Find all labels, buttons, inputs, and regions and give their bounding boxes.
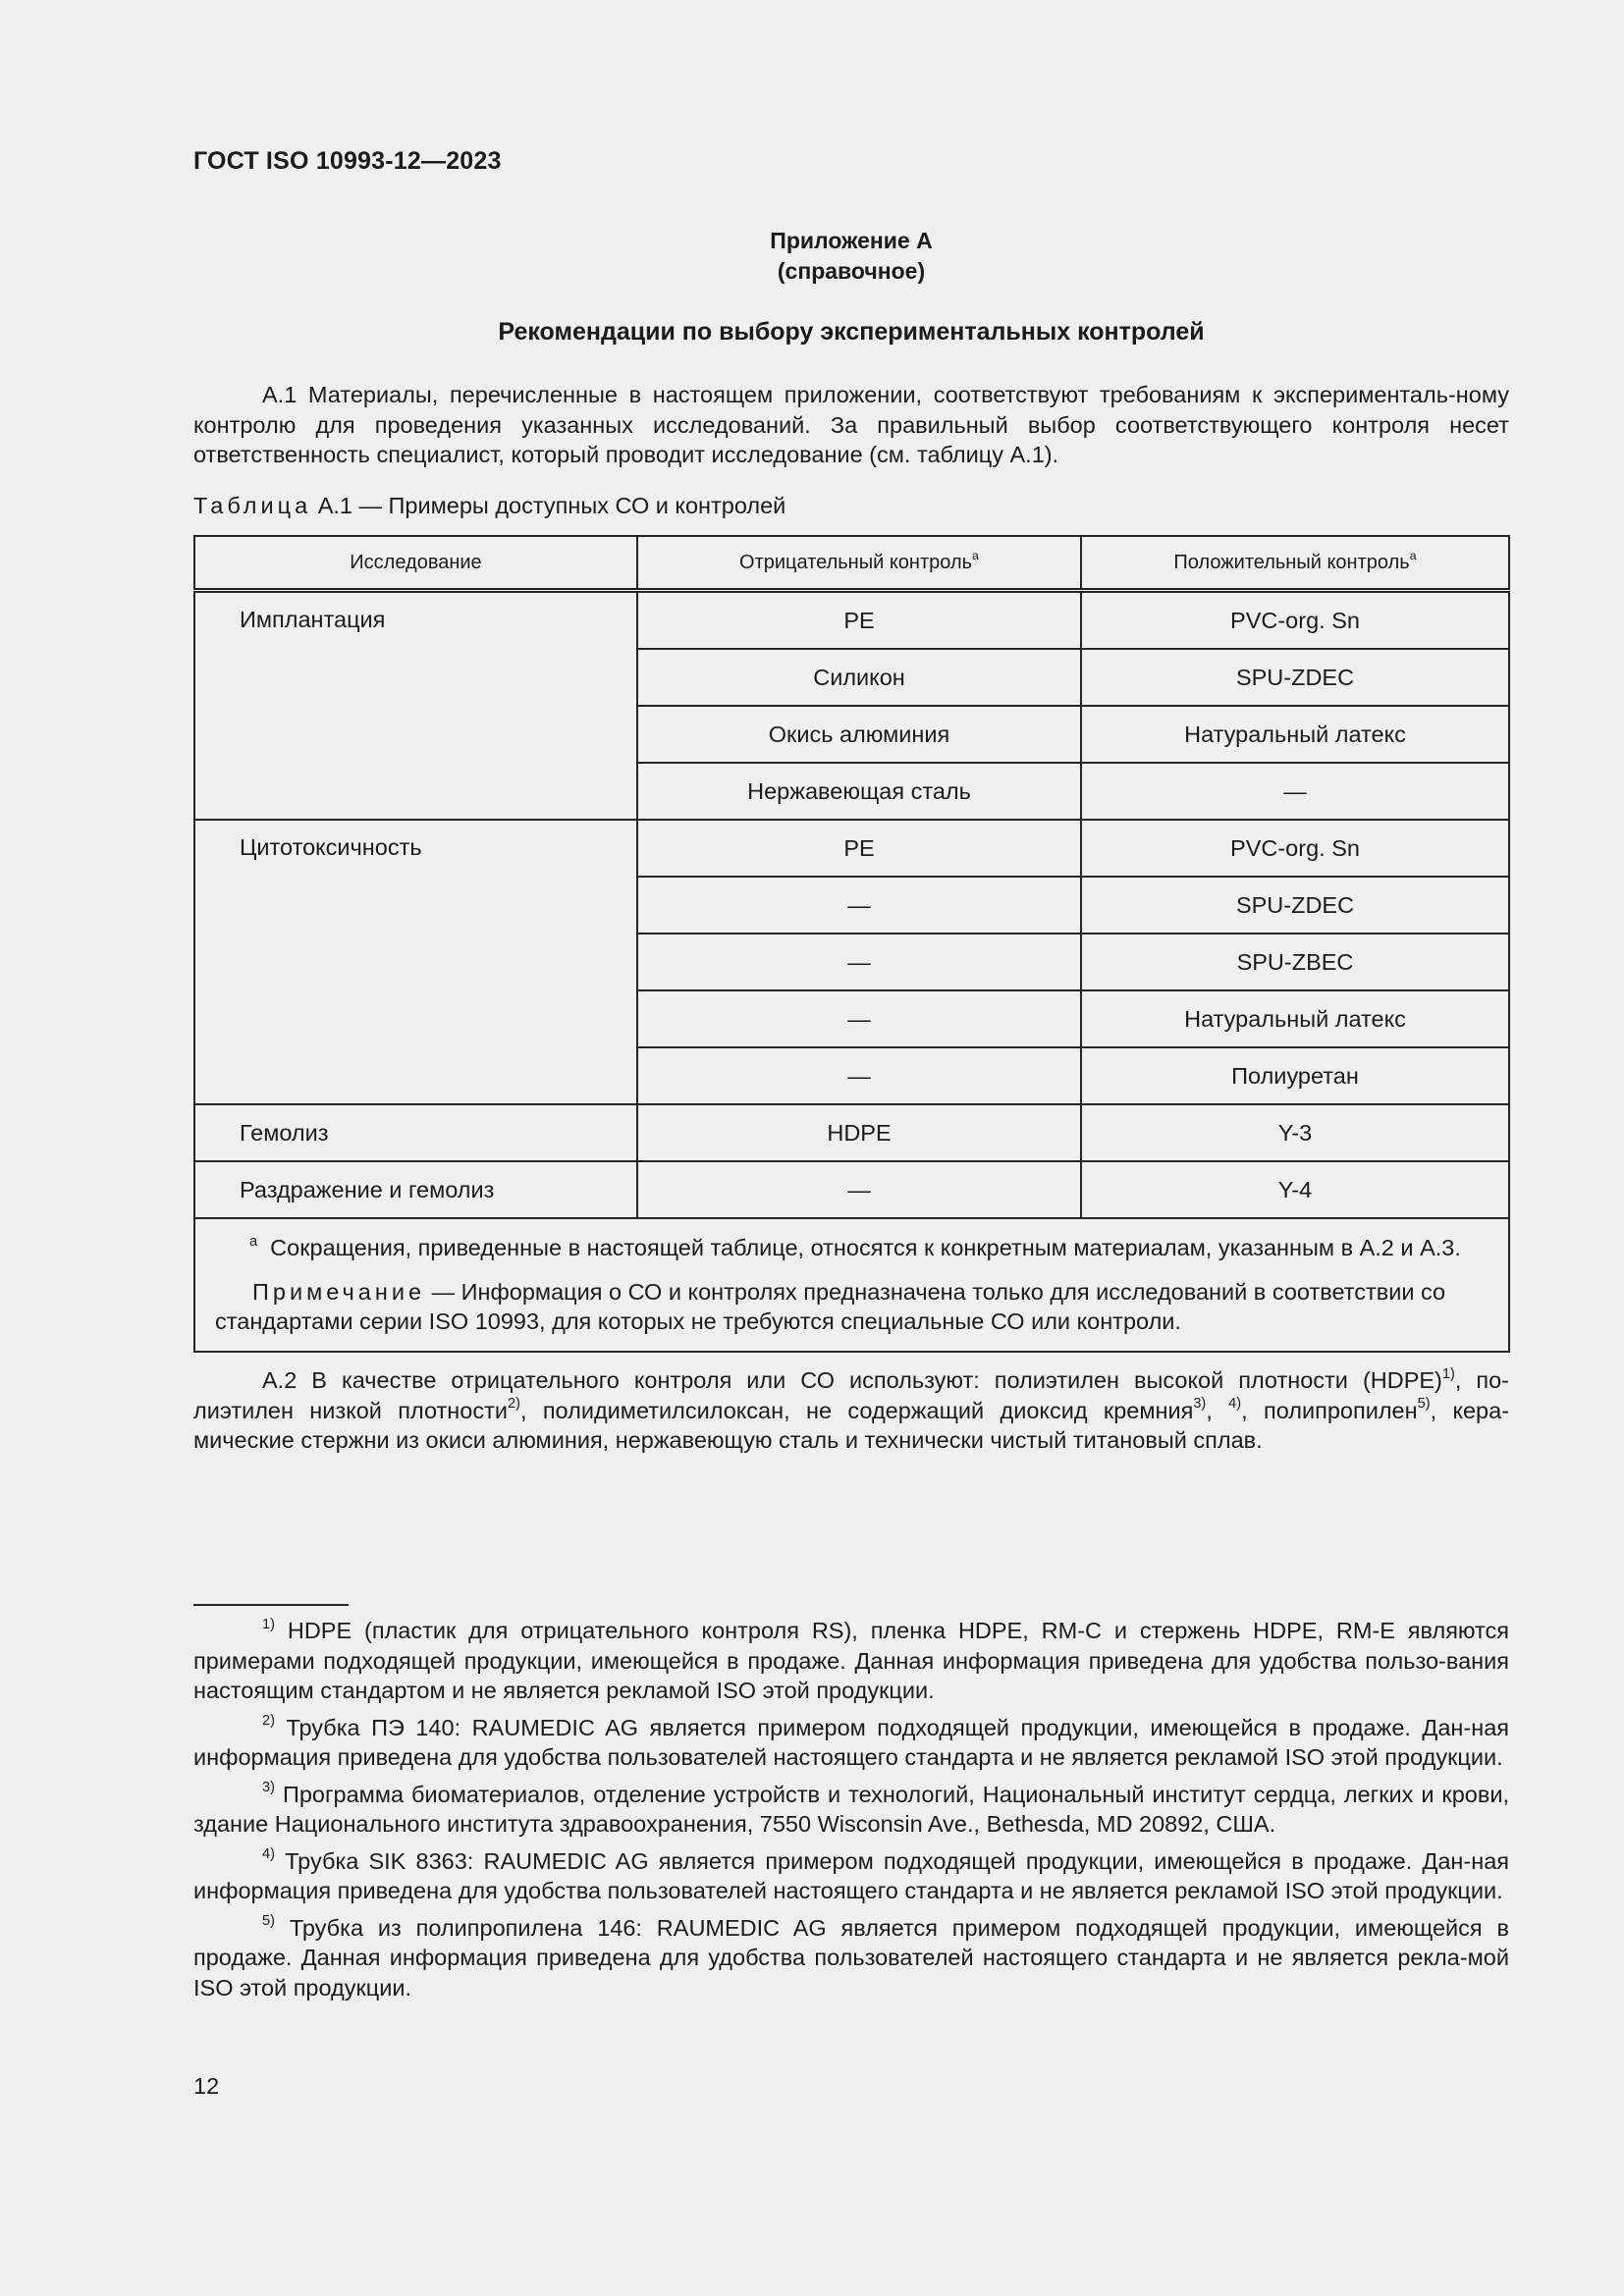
- annex-label: Приложение А: [770, 228, 933, 253]
- negative-cell: PE: [637, 591, 1081, 650]
- table-footer: [194, 1218, 1509, 1352]
- footnotes: [193, 1616, 1509, 2009]
- study-implantation: Имплантация: [194, 591, 637, 821]
- footnote-ref: 5): [1417, 1396, 1431, 1413]
- footnote-ref: 1): [1441, 1365, 1455, 1382]
- footnote-1: $^{1)}$ HDPE (пластик для отрицательного контроля RS), пленка HDPE, RM-C и стержень HDPE, RM-E являются примерами подходящей продукции, имеющейся в продаже. Данная информация приведена для удобства пользо-вания настоящим стандартом и не является рекламой ISO этой продукции.: [193, 1616, 1510, 1703]
- table-row: [194, 1161, 1509, 1218]
- header-study: Исследование: [194, 536, 637, 591]
- table-row: [194, 591, 1509, 650]
- study-cytotoxicity: Цитотоксичность: [194, 820, 637, 1104]
- table-row: [194, 820, 1509, 877]
- positive-cell: Y-3: [1081, 1104, 1509, 1161]
- study-irritation-hemolysis: Раздражение и гемолиз: [194, 1161, 637, 1218]
- negative-cell: HDPE: [637, 1104, 1081, 1161]
- footnote-ref: 4): [1228, 1396, 1242, 1413]
- footnote-5: $^{5)}$ Трубка из полипропилена 146: RAUMEDIC AG является примером подходящей продукции, имеющейся в продаже. Данная информация приведена для удобства пользователей настоящего стандарта и не является рекла-мой ISO этой продукции.: [193, 1913, 1509, 2001]
- table-caption: [193, 493, 785, 519]
- paragraph-a1: [193, 380, 1509, 470]
- table-footer-row: [194, 1218, 1509, 1352]
- positive-cell: SPU-ZDEC: [1081, 649, 1509, 706]
- positive-cell: PVC-org. Sn: [1081, 820, 1509, 877]
- negative-cell: —: [637, 934, 1081, 990]
- table-row: [194, 1104, 1509, 1161]
- table-caption-label: Таблица: [193, 493, 312, 518]
- table-header-row: [194, 536, 1509, 591]
- negative-cell: Окись алюминия: [637, 706, 1081, 763]
- page-number: 12: [193, 2073, 220, 2099]
- paragraph-a1-text: А.1 Материалы, перечисленные в настоящем приложении, соответствуют требованиям к эксперименталь-ному контролю для проведения указанных исследований. За правильный выбор соответствующего контроля несет ответственность специалист, который проводит исследование (см. таблицу А.1).: [193, 382, 1509, 467]
- annex-type: (справочное): [777, 258, 926, 284]
- positive-cell: SPU-ZDEC: [1081, 877, 1509, 934]
- footnote-4: $^{4)}$ Трубка SIK 8363: RAUMEDIC AG является примером подходящей продукции, имеющейся в продаже. Дан-ная информация приведена для удобства пользователей настоящего стандарта и не является рекламой ISO этой продукции.: [193, 1846, 1510, 1903]
- positive-cell: —: [1081, 763, 1509, 820]
- negative-cell: —: [637, 1161, 1081, 1218]
- table-note: [215, 1277, 1489, 1337]
- negative-cell: PE: [637, 820, 1081, 877]
- study-hemolysis: Гемолиз: [194, 1104, 637, 1161]
- positive-cell: SPU-ZBEC: [1081, 934, 1509, 990]
- positive-cell: Полиуретан: [1081, 1047, 1509, 1104]
- footnote-separator: [193, 1604, 349, 1606]
- table-caption-text: А.1 — Примеры доступных СО и контролей: [317, 493, 786, 518]
- positive-cell: Y-4: [1081, 1161, 1509, 1218]
- annex-title: Рекомендации по выбору экспериментальных контролей: [498, 318, 1205, 346]
- header-negative-control: Отрицательный контроль$^a$: [637, 536, 1081, 591]
- footnote-2: $^{2)}$ Трубка ПЭ 140: RAUMEDIC AG является примером подходящей продукции, имеющейся в продаже. Дан-ная информация приведена для удобства пользователей настоящего стандарта и не является рекламой ISO этой продукции.: [193, 1713, 1509, 1770]
- positive-cell: PVC-org. Sn: [1081, 591, 1509, 650]
- negative-cell: —: [637, 1047, 1081, 1104]
- table-footnote-a: $^a$ Сокращения, приведенные в настоящей таблице, относятся к конкретным материалам, указанным в А.2 и А.3.: [249, 1233, 1461, 1260]
- table-a1: [193, 535, 1508, 1353]
- footnote-ref: 3): [1193, 1396, 1207, 1413]
- negative-cell: Силикон: [637, 649, 1081, 706]
- annex-heading: [193, 226, 1509, 287]
- negative-cell: Нержавеющая сталь: [637, 763, 1081, 820]
- footnote-3: $^{3)}$ Программа биоматериалов, отделение устройств и технологий, Национальный институт сердца, легких и крови, здание Национального института здравоохранения, 7550 Wisconsin Ave., Bethesda, MD 20892, США.: [193, 1780, 1509, 1837]
- footnote-ref: 2): [508, 1396, 520, 1413]
- note-label: Примечание: [252, 1278, 426, 1305]
- negative-cell: —: [637, 990, 1081, 1047]
- negative-cell: —: [637, 877, 1081, 934]
- positive-cell: Натуральный латекс: [1081, 990, 1509, 1047]
- page-header: ГОСТ ISO 10993-12—2023: [193, 147, 502, 175]
- header-positive-control: Положительный контроль$^a$: [1081, 536, 1509, 591]
- note-text: — Информация о СО и контролях предназначена только для исследований в соответствии со стандартами серии ISO 10993, для которых не требуются специальные СО или контроли.: [215, 1278, 1446, 1334]
- paragraph-a2: А.2 В качестве отрицательного контроля или СО используют: полиэтилен высокой плотности (HDPE)$^{1)}$, по-лиэтилен низкой плотности$^{2)}$, полидиметилсилоксан, не содержащий диоксид кремния$^{3)}$, $^{4)}$, полипропилен$^{5)}$, кера-мические стержни из окиси алюминия, нержавеющую сталь и технически чистый титановый сплав.: [193, 1365, 1510, 1453]
- positive-cell: Натуральный латекс: [1081, 706, 1509, 763]
